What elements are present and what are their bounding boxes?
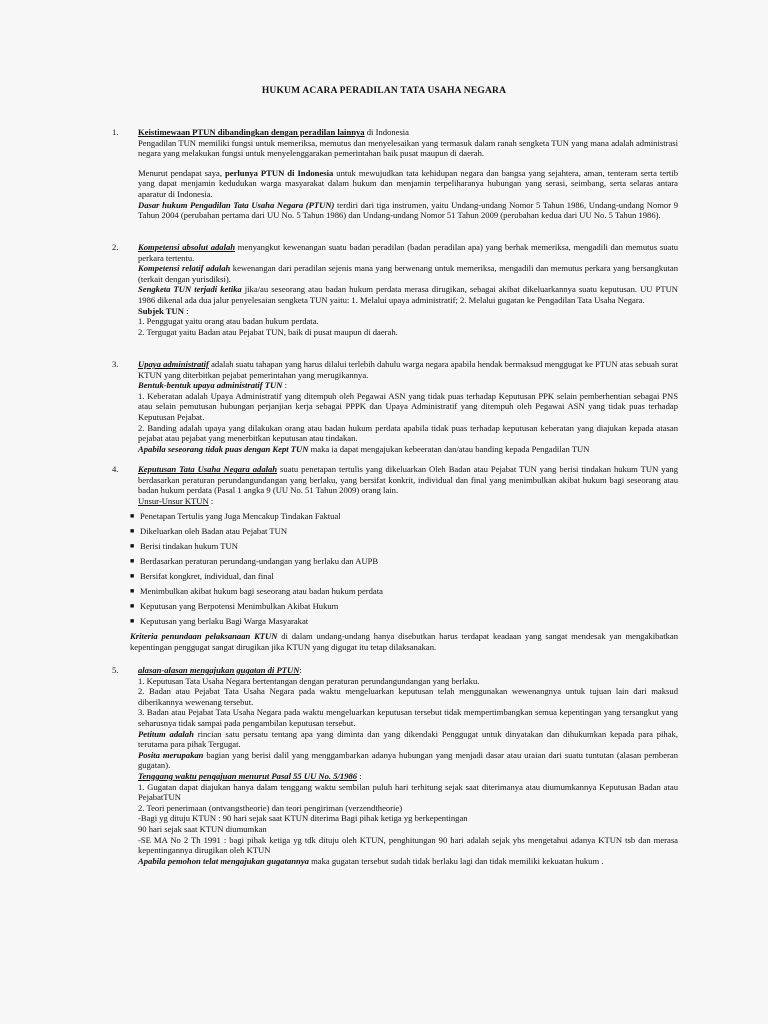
document-title: HUKUM ACARA PERADILAN TATA USAHA NEGARA — [261, 86, 507, 96]
section-3-item-1: 1. Keberatan adalah Upaya Administratif yang ditempuh oleh Pegawai ASN yang tidak puas terhadap Keputusan PPK selain pemberhentian sebagai PNS atau selain pemutusan hubungan perjanjian kerja sebagai PPPK dan Upaya Administratif yang ditempuh oleh Pegawai ASN yang tidak puas terhadap Keputusan Pejabat. — [138, 390, 678, 422]
section-2-para-1: Kompetensi absolut adalah menyangkut kewenangan suatu badan peradilan (badan peradilan apa) yang berhak memeriksa, mengadili dan memutus suatu perkara tertentu. — [138, 242, 678, 263]
list-item: ■ Berdasarkan peraturan perundang-undangan yang berlaku dan AUPB — [130, 556, 678, 567]
section-2-para-2: Kompetensi relatif adalah kewenangan dari peradilan sejenis mana yang berwenang untuk memeriksa, mengadili dan memutus perkara yang bersangkutan (terkait dengan yurisdiksi). — [138, 263, 678, 284]
list-item: ■ Berisi tindakan hukum TUN — [130, 541, 678, 552]
section-3-para-1: Upaya administratif adalah suatu tahapan yang harus dilalui terlebih dahulu warga negara apabila hendak bermaksud menggugat ke PTUN atas sebuah surat KTUN yang diterbitkan pejabat pemerintahan yang merugikannya. — [138, 359, 678, 380]
section-5-deadline-4: 90 hari sejak saat KTUN diumumkan — [138, 823, 267, 834]
list-item: ■ Dikeluarkan oleh Badan atau Pejabat TUN — [130, 526, 678, 537]
section-4 — [112, 464, 678, 653]
section-5-deadline-1: 1. Gugatan dapat diajukan hanya dalam tenggang waktu sembilan puluh hari terhitung sejak saat diterimanya atau diumumkannya Keputusan Badan atau PejabatTUN — [138, 781, 678, 803]
section-1-para-2: Menurut pendapat saya, perlunya PTUN di Indonesia untuk mewujudkan tata kehidupan negara dan bangsa yang sejahtera, aman, tenteram serta tertib yang dapat menjamin kedudukan warga masyarakat dalam hukum dan menjamin terpeliharanya hubungan yang serasi, seimbang, serta selaras antara aparatur di Indonesia. — [138, 167, 679, 199]
section-2 — [112, 242, 678, 337]
section-1-para-1: Pengadilan TUN memiliki fungsi untuk memeriksa, memutus dan menyelesaikan yang termasuk dalam ranah sengketa TUN yang mana adalah administrasi negara yang melakukan fungsi untuk menyelenggarakan pemerintahan baik pusat maupun di daerah. — [138, 137, 678, 159]
list-item: ■ Keputusan yang berlaku Bagi Warga Masyarakat — [130, 616, 678, 627]
section-number: 3. — [112, 359, 119, 369]
section-5-deadline-3: -Bagi yg dituju KTUN : 90 hari sejak saat KTUN diterima Bagi pihak ketiga yg berkepentingan — [138, 813, 468, 824]
section-number: 5. — [112, 665, 119, 675]
section-5-item-3: 3. Badan atau Pejabat Tata Usaha Negara pada waktu mengeluarkan keputusan tersebut tidak mempertimbangkan semua kepentingan yang tersangkut yang seharusnya tidak sampai pada pengambilan keputusan tersebut. — [138, 707, 678, 728]
section-5-deadline-heading: Tenggang waktu pengajuan menurut Pasal 55 UU No. 5/1986 : — [138, 770, 362, 781]
section-4-para-1: Keputusan Tata Usaha Negara adalah suatu penetapan tertulis yang dikeluarkan Oleh Badan atau Pejabat TUN yang berisi tindakan hukum TUN yang berdasarkan peraturan perundangundangan yang berlaku, yang bersifat konkrit, individual dan final yang menimbulkan akibat hukum bagi seseorang atau badan hukum perdata (Pasal 1 angka 9 (UU No. 51 Tahun 2009) orang lain. — [138, 464, 678, 496]
section-2-para-3: Sengketa TUN terjadi ketika jika/au seseorang atau badan hukum perdata merasa dirugikan, sebagai akibat dikeluarkannya suatu keputusan. UU PTUN 1986 dikenal ada dua jalur penyelesaian sengketa TUN yaitu: 1. Melalui upaya administratif; 2. Melalui gugatan ke Pengadilan Tata Usaha Negara. — [138, 284, 678, 305]
section-5-petitum: Petitum adalah rincian satu persatu tentang apa yang diminta dan yang dikendaki Penggugat untuk dinyatakan dan dihukumkan kepada para pihak, terutama para pihak Tergugat. — [138, 728, 678, 750]
section-5-item-2: 2. Badan atau Pejabat Tata Usaha Negara pada waktu mengeluarkan keputusan telah menggunakan wewenangnya untuk tujuan lain dari maksud diberikannya wewenang tersebut. — [138, 686, 678, 707]
section-2-item-2: 2. Tergugat yaitu Badan atau Pejabat TUN, baik di pusat maupun di daerah. — [138, 326, 398, 337]
ktun-elements-list — [130, 511, 678, 627]
section-5-deadline-2: 2. Teori penerimaan (ontvangstheorie) dan teori pengiriman (verzendtheorie) — [138, 802, 403, 813]
section-2-subject-heading: Subjek TUN : — [138, 305, 189, 316]
section-5-deadline-5: -SE MA No 2 Th 1991 : bagi pihak ketiga yg tdk dituju oleh KTUN, penghitungan 90 hari adalah sejak ybs mengetahui adanya KTUN tsb dan merasa kepentingannya dirugikan oleh KTUN — [138, 834, 678, 856]
section-3 — [112, 359, 678, 454]
section-3-item-2: 2. Banding adalah upaya yang dilakukan orang atau badan hukum perdata apabila tidak puas terhadap keputusan keberatan yang diajukan kepada atasan pejabat atau pejabat yang menerbitkan keputusan atau tindakan. — [138, 422, 678, 444]
section-4-subheading: Unsur-Unsur KTUN : — [138, 495, 214, 506]
list-item: ■ Keputusan yang Berpotensi Menimbulkan Akibat Hukum — [130, 601, 678, 612]
section-3-subheading: Bentuk-bentuk upaya administratif TUN : — [138, 380, 287, 391]
section-5-heading: alasan-alasan mengajukan gugatan di PTUN: — [138, 665, 302, 675]
section-number: 2. — [112, 242, 119, 252]
section-5-posita: Posita merupakan bagian yang berisi dalil yang menggambarkan adanya hubungan yang menjadi dasar atau uraian dari suatu tuntutan (alasan pemberan gugatan). — [138, 749, 678, 771]
section-5 — [112, 665, 678, 866]
section-2-item-1: 1. Penggugat yaitu orang atau badan hukum perdata. — [138, 316, 319, 327]
section-3-para-2: Apabila seseorang tidak puas dengan Kept TUN maka ia dapat mengajukan kebeeratan dan/atau banding kepada Pengadilan TUN — [138, 443, 590, 454]
section-1-heading: Keistimewaan PTUN dibandingkan dengan peradilan lainnya di Indonesia — [138, 127, 410, 137]
list-item: ■ Penetapan Tertulis yang Juga Mencakup Tindakan Faktual — [130, 511, 678, 522]
section-5-closing: Apabila pemohon telat mengajukan gugatannya maka gugatan tersebut sudah tidak berlaku lagi dan tidak memiliki kekuatan hukum . — [138, 855, 604, 866]
list-item: ■ Menimbulkan akibat hukum bagi seseorang atau badan hukum perdata — [130, 586, 678, 597]
list-item: ■ Bersifat kongkret, individual, dan final — [130, 571, 678, 582]
section-number: 4. — [112, 464, 119, 474]
section-1 — [112, 127, 679, 221]
section-5-item-1: 1. Keputusan Tata Usaha Negara bertentangan dengan peraturan perundangundangan yang berlaku. — [138, 675, 480, 686]
section-1-para-3: Dasar hukum Pengadilan Tata Usaha Negara (PTUN) terdiri dari tiga instrumen, yaitu Undang-undang Nomor 5 Tahun 1986, Undang-undang Nomor 9 Tahun 2004 (perubahan pertama dari UU No. 5 Tahun 1986) dan Undang-undang Nomor 51 Tahun 2009 (perubahan kedua dari UU No. 5 Tahun 1986). — [138, 199, 678, 221]
section-number: 1. — [112, 127, 119, 137]
section-4-para-2: Kriteria penundaan pelaksanaan KTUN di dalam undang-undang hanya disebutkan harus terdapat keadaan yang sangat mendesak yan mengakibatkan kepentingan penggugat sangat dirugikan jika KTUN yang digugat itu tetap dilaksanakan. — [130, 631, 678, 652]
